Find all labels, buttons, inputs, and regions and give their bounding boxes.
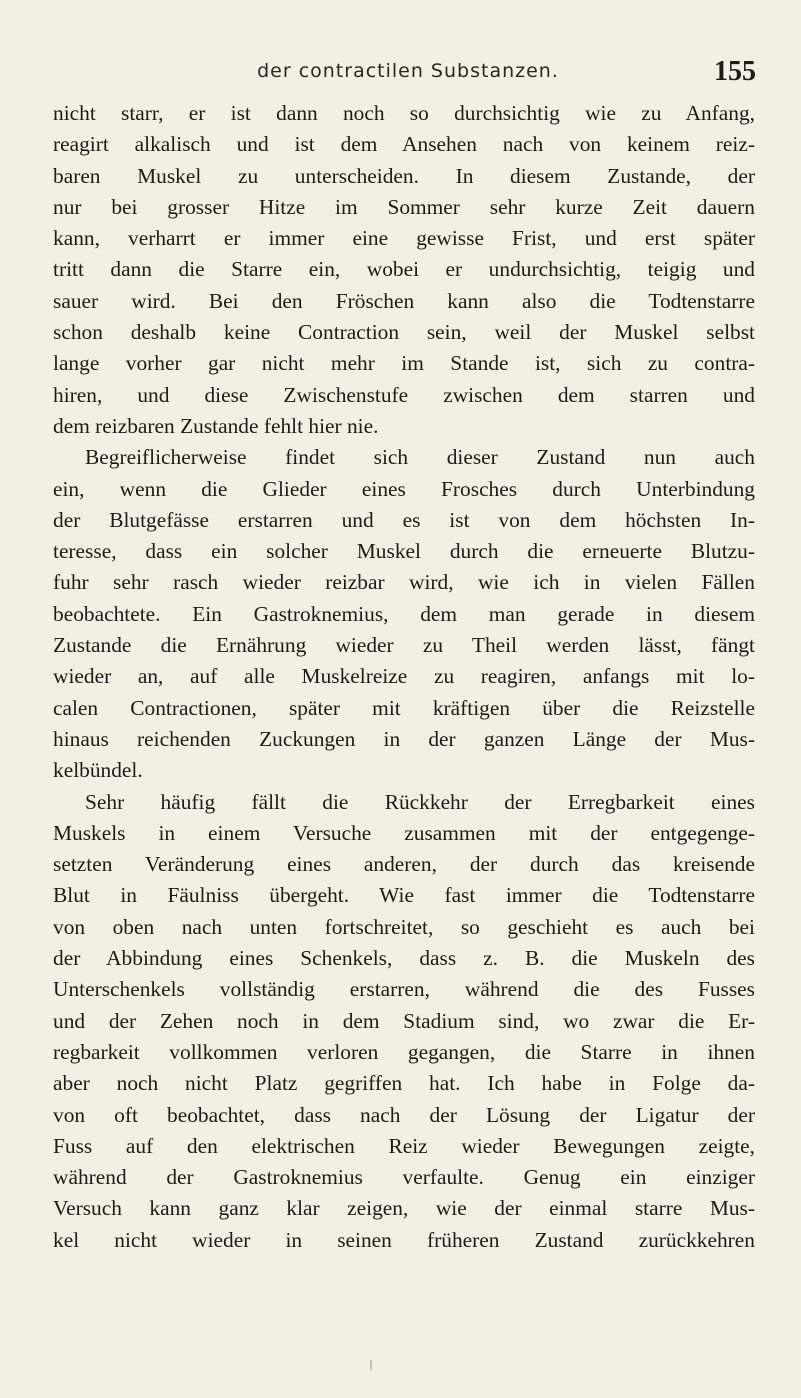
text-line: der Blutgefässe erstarren und es ist von dem höchsten In-: [53, 507, 755, 532]
text-line: schon deshalb keine Contraction sein, weil der Muskel selbst: [53, 320, 755, 345]
text-line: sauer wird. Bei den Fröschen kann also die Todtenstarre: [53, 288, 755, 313]
page-number: 155: [714, 56, 756, 87]
text-line: baren Muskel zu unterscheiden. In diesem Zustande, der: [53, 163, 755, 188]
text-line: reagirt alkalisch und ist dem Ansehen nach von keinem reiz-: [53, 132, 755, 157]
text-line: dem reizbaren Zustande fehlt hier nie.: [53, 413, 379, 438]
text-line: nicht starr, er ist dann noch so durchsichtig wie zu Anfang,: [53, 101, 755, 125]
text-line: und der Zehen noch in dem Stadium sind, wo zwar die Er-: [53, 1008, 755, 1033]
body-text: [53, 98, 755, 1256]
text-line: aber noch nicht Platz gegriffen hat. Ich habe in Folge da-: [53, 1071, 755, 1096]
text-line: nur bei grosser Hitze im Sommer sehr kurze Zeit dauern: [53, 194, 755, 219]
text-line: ein, wenn die Glieder eines Frosches durch Unterbindung: [53, 476, 755, 501]
text-line: von oft beobachtet, dass nach der Lösung der Ligatur der: [53, 1102, 755, 1127]
text-line: hinaus reichenden Zuckungen in der ganzen Länge der Mus-: [53, 726, 755, 751]
running-title: der contractilen Substanzen.: [257, 60, 559, 82]
text-line: kann, verharrt er immer eine gewisse Frist, und erst später: [53, 226, 755, 251]
text-line: teresse, dass ein solcher Muskel durch die erneuerte Blutzu-: [53, 539, 755, 564]
text-line: Fuss auf den elektrischen Reiz wieder Bewegungen zeigte,: [53, 1133, 755, 1158]
text-line: fuhr sehr rasch wieder reizbar wird, wie ich in vielen Fällen: [53, 570, 755, 595]
text-line: wieder an, auf alle Muskelreize zu reagiren, anfangs mit lo-: [53, 664, 755, 689]
text-line: Begreiflicherweise findet sich dieser Zustand nun auch: [85, 445, 755, 470]
text-line: Versuch kann ganz klar zeigen, wie der einmal starre Mus-: [53, 1196, 755, 1221]
text-line: calen Contractionen, später mit kräftigen über die Reizstelle: [53, 695, 755, 720]
text-line: Unterschenkels vollständig erstarren, während die des Fusses: [53, 977, 755, 1002]
paragraph: [53, 98, 755, 442]
paragraph: [53, 442, 755, 786]
page-header: [60, 56, 756, 96]
text-line: Blut in Fäulniss übergeht. Wie fast immer die Todtenstarre: [53, 883, 755, 908]
text-line: tritt dann die Starre ein, wobei er undurchsichtig, teigig und: [53, 257, 755, 282]
text-line: beobachtete. Ein Gastroknemius, dem man gerade in diesem: [53, 601, 755, 626]
paragraph: [53, 787, 755, 1256]
text-line: lange vorher gar nicht mehr im Stande ist, sich zu contra-: [53, 351, 755, 376]
text-line: setzten Veränderung eines anderen, der durch das kreisende: [53, 852, 755, 877]
text-line: Sehr häufig fällt die Rückkehr der Erregbarkeit eines: [85, 789, 755, 814]
text-line: regbarkeit vollkommen verloren gegangen, die Starre in ihnen: [53, 1039, 755, 1064]
text-line: von oben nach unten fortschreitet, so geschieht es auch bei: [53, 914, 755, 939]
print-speck: [370, 1360, 372, 1370]
text-line: während der Gastroknemius verfaulte. Genug ein einziger: [53, 1165, 755, 1190]
text-line: der Abbindung eines Schenkels, dass z. B. die Muskeln des: [53, 946, 755, 971]
text-line: Muskels in einem Versuche zusammen mit der entgegenge-: [53, 820, 755, 845]
text-line: kelbündel.: [53, 758, 143, 783]
text-line: hiren, und diese Zwischenstufe zwischen dem starren und: [53, 382, 755, 407]
text-line: kel nicht wieder in seinen früheren Zustand zurückkehren: [53, 1227, 755, 1252]
text-line: Zustande die Ernährung wieder zu Theil werden lässt, fängt: [53, 633, 755, 658]
